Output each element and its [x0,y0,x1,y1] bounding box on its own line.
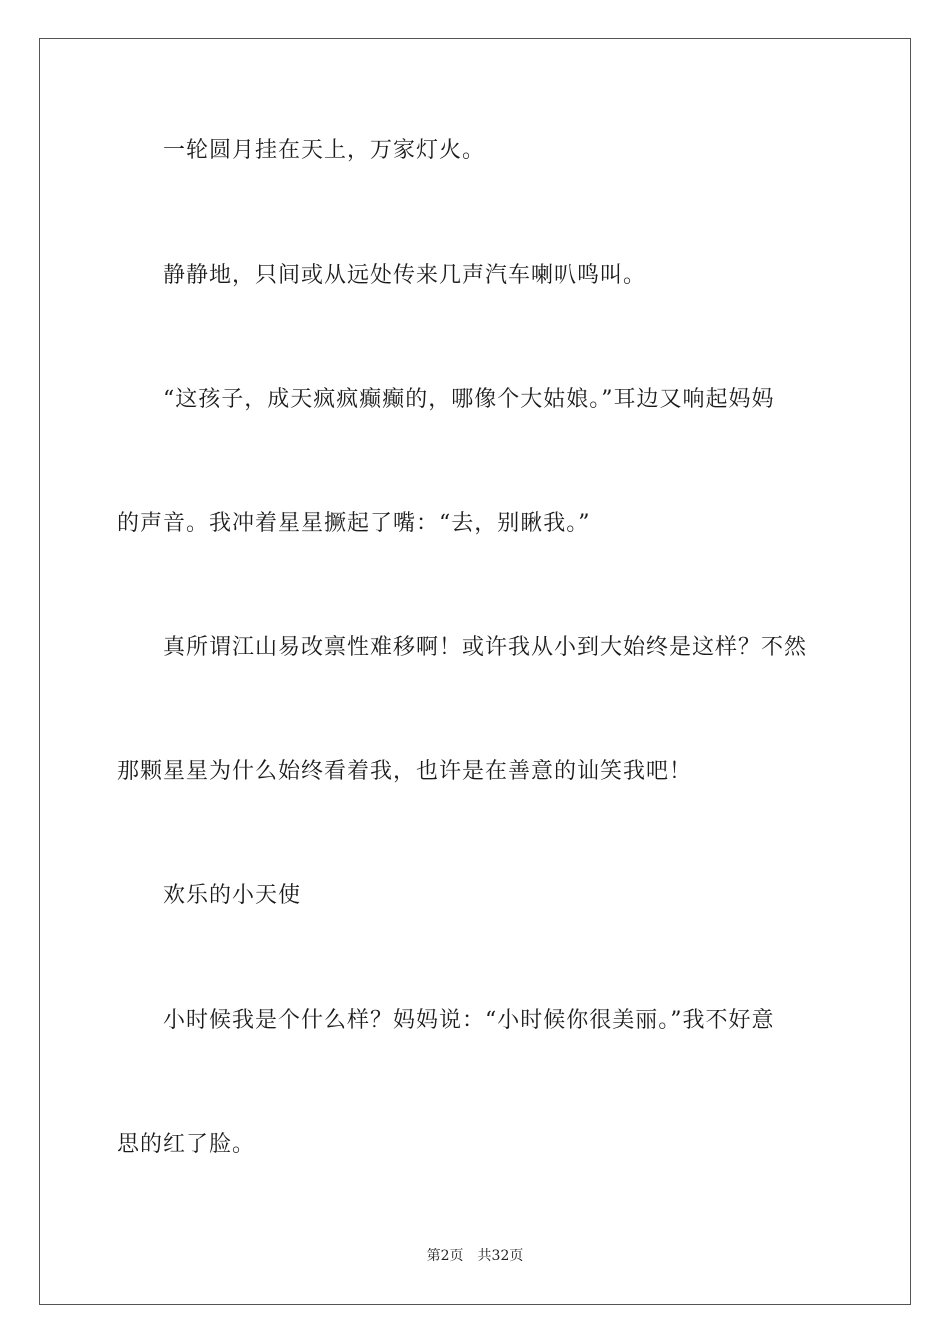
paragraph-line: 小时候我是个什么样？妈妈说：“小时候你很美丽。”我不好意 [163,1008,775,1033]
paragraph-line: 真所谓江山易改禀性难移啊！或许我从小到大始终是这样？不然 [163,635,808,660]
paragraph-line: 静静地，只间或从远处传来几声汽车喇叭鸣叫。 [163,263,647,288]
paragraph-line: “这孩子，成天疯疯癫癫的，哪像个大姑娘。”耳边又响起妈妈 [163,387,775,412]
page-border [39,38,911,1305]
page-total: 共32页 [477,1248,524,1264]
paragraph-line: 的声音。我冲着星星撅起了嘴：“去，别瞅我。” [117,511,591,536]
paragraph-line: 那颗星星为什么始终看着我，也许是在善意的讪笑我吧！ [117,759,693,784]
page-number: 第2页 [426,1248,464,1264]
section-heading: 欢乐的小天使 [163,883,302,908]
paragraph-line: 思的红了脸。 [117,1132,256,1157]
page-footer [0,1246,950,1266]
paragraph-line: 一轮圆月挂在天上，万家灯火。 [163,138,486,163]
